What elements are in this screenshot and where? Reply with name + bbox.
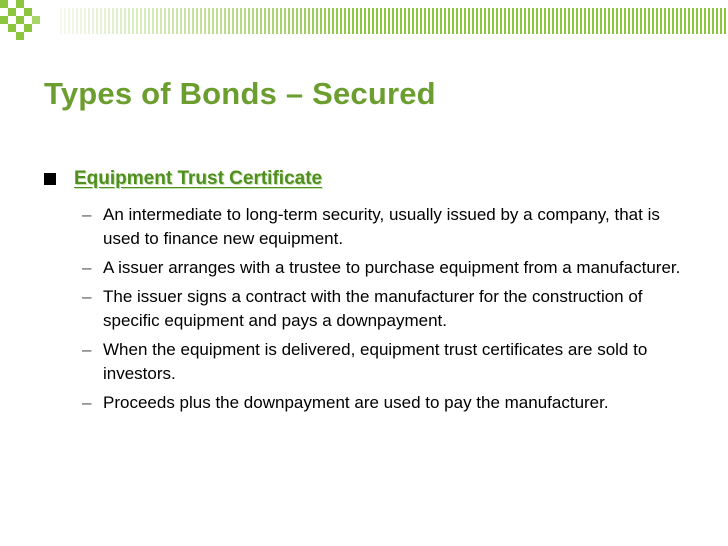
slide-title: Types of Bonds – Secured [44,76,436,111]
dash-bullet-icon: – [82,340,92,359]
sub-bullet-text: A issuer arranges with a trustee to purchase equipment from a manufacturer. [103,258,681,277]
sub-bullet-text: When the equipment is delivered, equipment trust certificates are sold to investors. [103,340,648,383]
dash-bullet-icon: – [82,258,92,277]
bullet-heading: Equipment Trust Certificate [74,168,323,189]
bullet-item [44,168,322,190]
dash-bullet-icon: – [82,205,92,224]
checkered-squares-icon [0,0,60,50]
sub-bullet-item [76,338,696,386]
sub-bullet-item [76,285,696,333]
square-bullet-icon [44,173,56,185]
sub-bullet-item [76,203,696,251]
sub-bullet-text: An intermediate to long-term security, usually issued by a company, that is used to finance new equipment. [103,205,660,248]
header-stripe-fade [60,8,360,34]
dash-bullet-icon: – [82,393,92,412]
sub-bullet-text: The issuer signs a contract with the manufacturer for the construction of specific equipment and pays a downpayment. [103,287,643,330]
sub-bullet-text: Proceeds plus the downpayment are used to pay the manufacturer. [103,393,609,412]
sub-bullet-list [76,203,696,420]
sub-bullet-item [76,391,696,415]
dash-bullet-icon: – [82,287,92,306]
sub-bullet-item [76,256,696,280]
